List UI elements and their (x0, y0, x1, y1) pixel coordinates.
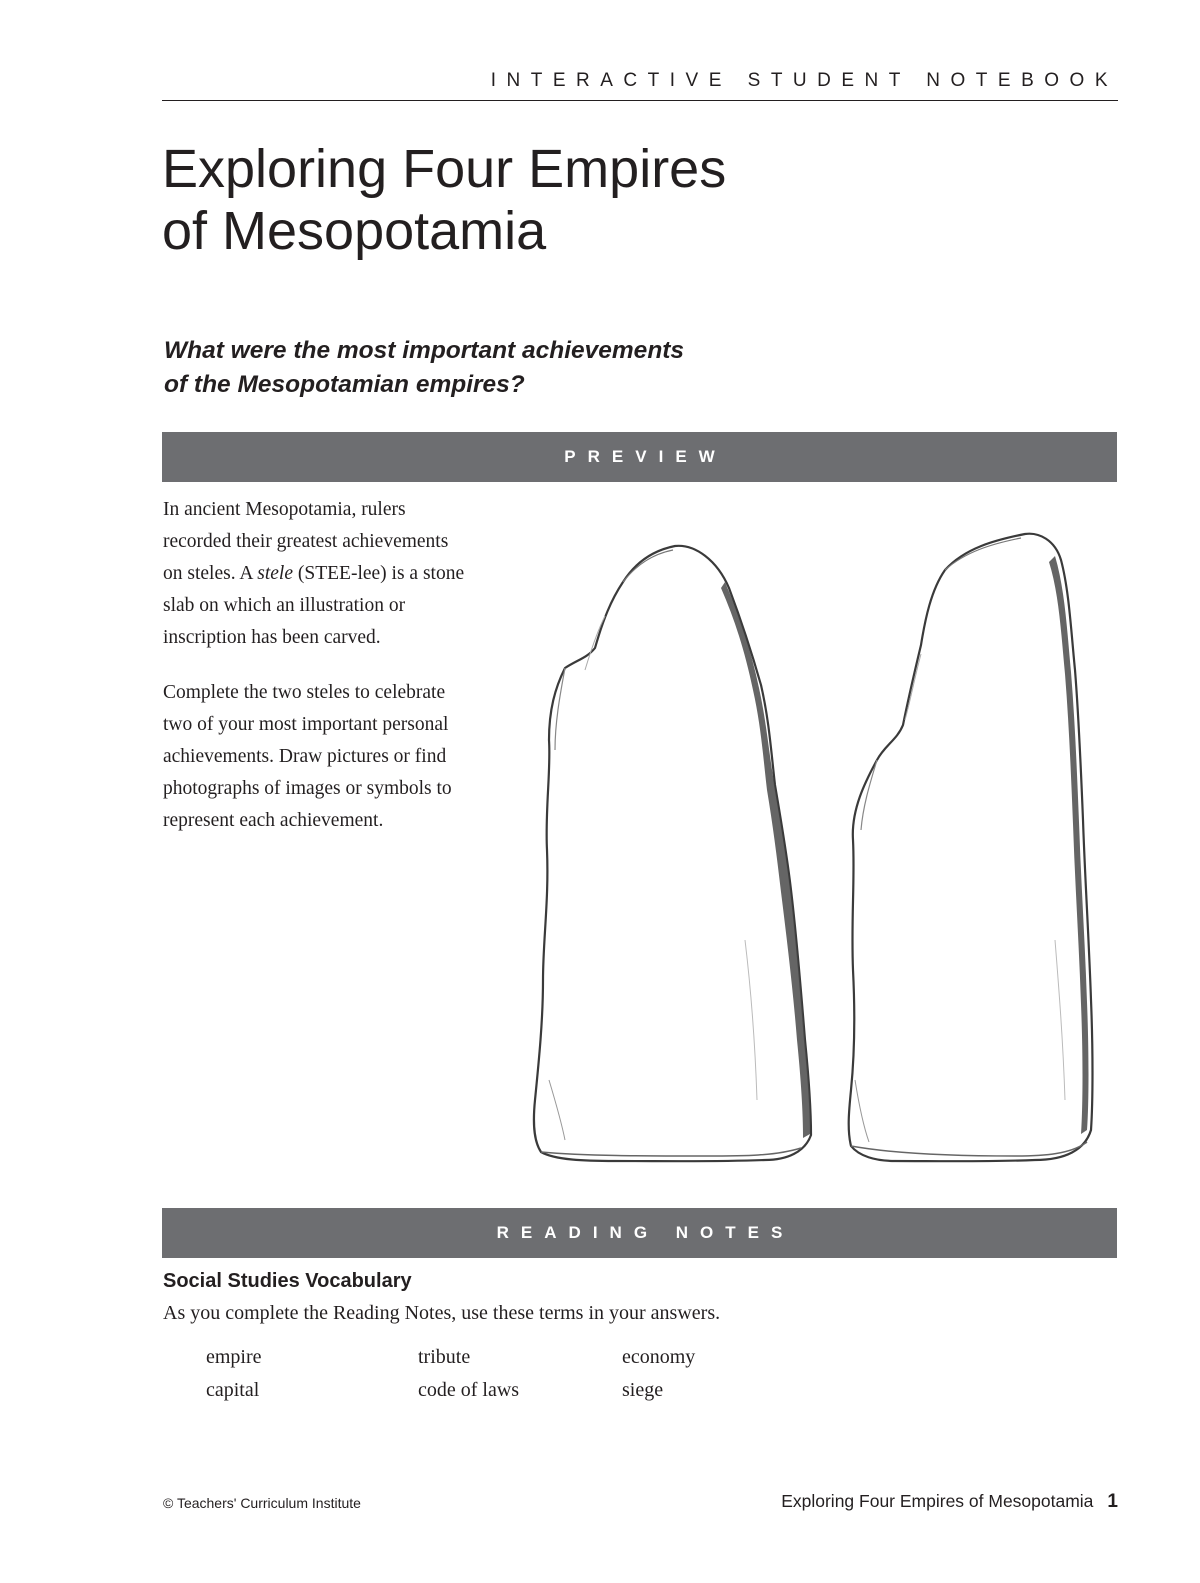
page-title-line-2: of Mesopotamia (162, 201, 547, 261)
preview-band-label: PREVIEW (564, 447, 727, 466)
stele-term: stele (257, 563, 293, 584)
notebook-header-label: INTERACTIVE STUDENT NOTEBOOK (490, 70, 1118, 91)
preview-p2-line-3: achievements. Draw pictures or find (163, 746, 447, 767)
preview-p1-line-3a: on steles. A (163, 563, 258, 584)
vocab-term-economy: economy (622, 1346, 696, 1368)
footer-copyright: © Teachers' Curriculum Institute (163, 1495, 361, 1511)
preview-paragraph-2 (163, 677, 533, 837)
preview-section-band (162, 432, 1117, 482)
preview-p2-line-2: two of your most important personal (163, 714, 449, 735)
essential-question-line-1: What were the most important achievements (164, 337, 685, 364)
preview-p1-line-2: recorded their greatest achievements (163, 531, 449, 552)
footer-running-title (781, 1491, 1118, 1513)
vocab-term-code-of-laws: code of laws (418, 1379, 520, 1401)
stele-right-illustration (849, 534, 1093, 1162)
preview-p2-line-5: represent each achievement. (163, 810, 384, 831)
reading-notes-section-band (162, 1208, 1117, 1258)
preview-instructions (163, 494, 533, 860)
footer-title-text: Exploring Four Empires of Mesopotamia (781, 1491, 1094, 1511)
preview-paragraph-1 (163, 494, 533, 654)
vocab-term-siege: siege (622, 1379, 664, 1401)
page-title (162, 138, 726, 262)
page-title-line-1: Exploring Four Empires (162, 139, 727, 199)
header-rule (162, 100, 1118, 101)
preview-p1-line-3 (163, 558, 533, 590)
reading-notes-band-label: READING NOTES (496, 1223, 795, 1242)
vocabulary-heading: Social Studies Vocabulary (163, 1270, 412, 1292)
vocab-term-capital: capital (206, 1379, 260, 1401)
stele-illustrations (525, 520, 1095, 1170)
preview-p2-line-4: photographs of images or symbols to (163, 778, 452, 799)
essential-question (164, 334, 684, 402)
preview-p1-line-3b: (STEE-lee) is a stone (293, 563, 465, 584)
preview-p2-line-1: Complete the two steles to celebrate (163, 682, 446, 703)
preview-p1-line-5: inscription has been carved. (163, 627, 381, 648)
vocabulary-intro: As you complete the Reading Notes, use these terms in your answers. (163, 1302, 721, 1324)
vocab-term-tribute: tribute (418, 1346, 471, 1368)
essential-question-line-2: of the Mesopotamian empires? (164, 371, 525, 398)
stele-left-illustration (534, 546, 811, 1161)
vocab-term-empire: empire (206, 1346, 262, 1368)
page-number: 1 (1107, 1491, 1118, 1512)
preview-p1-line-1: In ancient Mesopotamia, rulers (163, 499, 406, 520)
preview-p1-line-4: slab on which an illustration or (163, 595, 406, 616)
